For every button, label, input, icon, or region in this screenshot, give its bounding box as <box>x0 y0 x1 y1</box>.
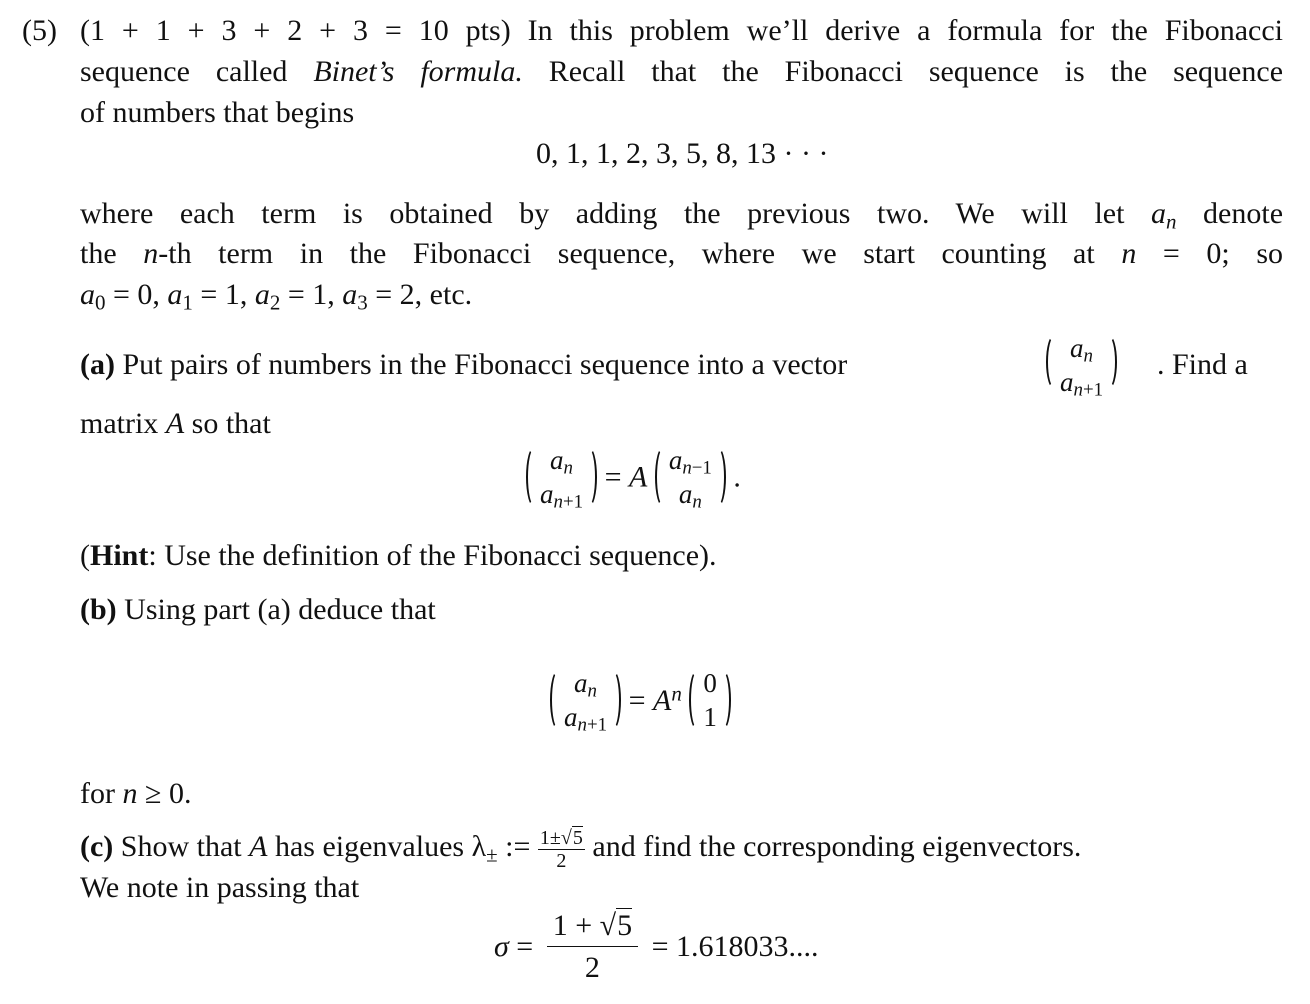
points: (1 + 1 + 3 + 2 + 3 = 10 pts) <box>80 14 511 47</box>
for-n-line: for n ≥ 0. <box>80 777 192 810</box>
hint-label: Hint <box>90 539 149 572</box>
eigen-fraction: $\frac{1\pm√5}{2}$ <box>539 826 583 872</box>
part-b-text: Using part (a) deduce that <box>124 593 436 626</box>
vector-an-an1: $a_n$ $a_{n+1}$ <box>1046 331 1117 393</box>
hint-text: : Use the definition of the Fibonacci sequence). <box>148 539 717 572</box>
sigma-value: = 1.618033.... <box>651 930 819 963</box>
part-a-line-2: matrix A so that <box>80 407 271 440</box>
where-text-g: = 1, <box>200 278 248 311</box>
intro-text-b: sequence called <box>80 55 288 88</box>
part-a-label: (a) <box>80 348 115 381</box>
part-b-label: (b) <box>80 593 117 626</box>
sigma-fraction: $\frac{1 + √5}{2}$ <box>547 905 638 988</box>
geq-zero: ≥ 0. <box>144 777 192 810</box>
part-c-line: (c) Show that A has eigenvalues $\lambda_\pm$ := $\frac{1\pm√5}{2}$ and find the corresponding eigenvectors. <box>80 826 1082 872</box>
where-text-b: denote <box>1203 197 1284 230</box>
equation-a: $a_n$ $a_{n+1}$ = A $a_{n-1}$ $a_n$ . <box>526 443 741 511</box>
part-c-text: Show that <box>120 830 242 863</box>
where-line-1 <box>80 193 1283 234</box>
for-n-text: for <box>80 777 115 810</box>
where-text-f: = 0, <box>113 278 160 311</box>
intro-line-1 <box>80 10 1283 51</box>
part-a-sothat: so that <box>191 407 271 440</box>
binet-formula: Binet’s formula. <box>313 55 523 88</box>
passing-text: We note in passing that <box>80 871 360 904</box>
where-line-2: the n-th term in the Fibonacci sequence, where we start counting at n = 0; so <box>80 237 1284 270</box>
where-text-h: = 1, <box>287 278 335 311</box>
part-c-text2: has eigenvalues <box>274 830 465 863</box>
where-line-3: $a_0 = 0$, $a_1 = 1$, $a_2 = 1$, $a_3 = 2$, etc. <box>80 278 473 315</box>
where-text-i: = 2, etc. <box>375 278 473 311</box>
a-n: $a_n$ <box>1151 197 1177 234</box>
where-text-c: the <box>80 237 117 270</box>
part-c-text3: and find the corresponding eigenvectors. <box>592 830 1082 863</box>
intro-text-d: of numbers that begins <box>80 96 355 129</box>
where-text-a: where each term is obtained by adding the previous two. We will let <box>80 197 1125 230</box>
sequence: 0, 1, 1, 2, 3, 5, 8, 13 · · · <box>536 137 829 170</box>
intro-text-a: In this problem we’ll derive a formula for the Fibonacci <box>527 14 1283 47</box>
where-text-e: = 0; so <box>1162 237 1284 270</box>
intro-line-2 <box>80 51 1283 92</box>
part-a-find: . Find a <box>1157 348 1248 381</box>
sigma-equation: σ = $\frac{1 + √5}{2}$ = 1.618033.... <box>494 905 819 988</box>
intro-text-c: Recall that the Fibonacci sequence is the sequence <box>548 55 1284 88</box>
part-a-line <box>80 344 847 385</box>
part-a-text: Put pairs of numbers in the Fibonacci sequence into a vector <box>122 348 848 381</box>
part-a-matrix-word: matrix <box>80 407 159 440</box>
problem-number: (5) <box>22 14 57 47</box>
hint-open: ( <box>80 539 90 572</box>
part-b-line <box>80 589 436 630</box>
part-c-label: (c) <box>80 830 114 863</box>
hint-line <box>80 535 717 576</box>
equation-b: $a_n$ $a_{n+1}$ = $A^n$ 0 1 <box>550 666 731 734</box>
where-text-d: -th term in the Fibonacci sequence, where we start counting at <box>158 237 1095 270</box>
